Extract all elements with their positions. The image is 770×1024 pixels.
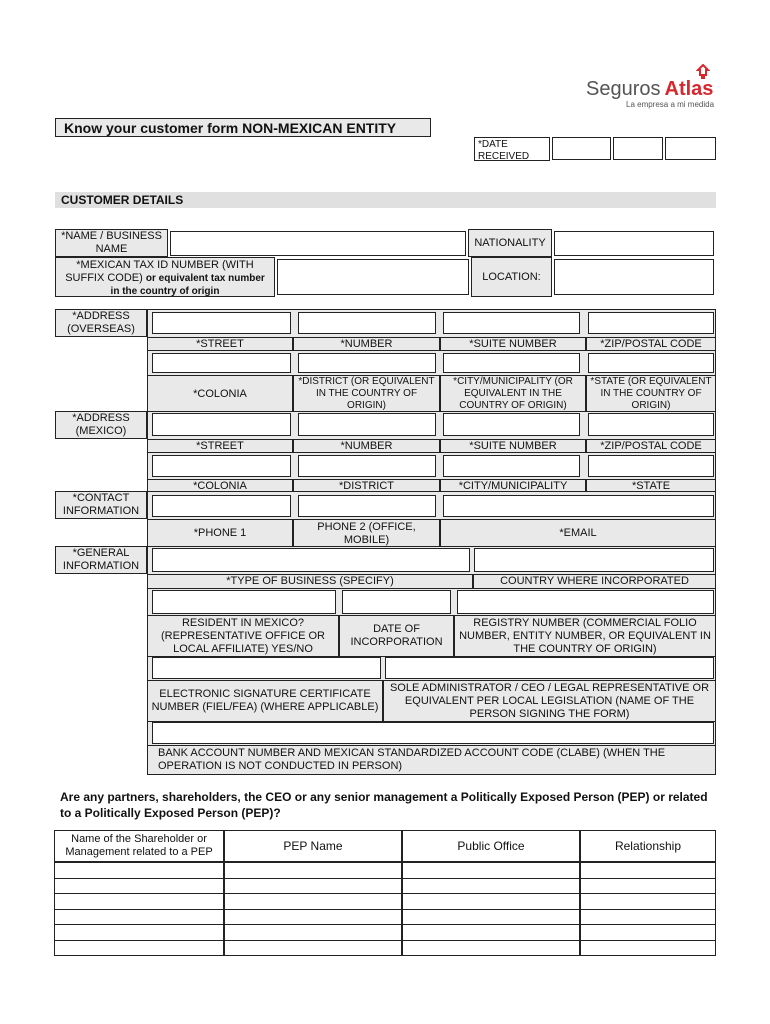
- customer-details-text: CUSTOMER DETAILS: [61, 193, 184, 207]
- date-received-month[interactable]: [613, 137, 663, 160]
- pep-cell-input[interactable]: [402, 940, 580, 957]
- mexico-district-input[interactable]: [298, 455, 436, 477]
- mexico-city-text: *CITY/MUNICIPALITY: [458, 479, 568, 492]
- overseas-colonia-input[interactable]: [152, 353, 291, 373]
- pep-cell-input[interactable]: [402, 909, 580, 926]
- tax-id-line2a: SUFFIX CODE): [65, 272, 143, 284]
- pep-header-shareholder-text: Name of the Shareholder or Management related to a PEP: [65, 833, 213, 858]
- overseas-street-input[interactable]: [152, 312, 291, 334]
- mexico-colonia-input[interactable]: [152, 455, 291, 477]
- pep-cell-input[interactable]: [224, 940, 402, 957]
- tax-id-input[interactable]: [277, 259, 469, 295]
- form-title: [55, 118, 431, 137]
- overseas-district-text: *DISTRICT (OR EQUIVALENT IN THE COUNTRY OF ORIGIN): [298, 376, 435, 411]
- sole-administrator-input[interactable]: [385, 657, 714, 679]
- mexico-number-input[interactable]: [298, 413, 436, 436]
- phone2-label: [293, 519, 440, 548]
- overseas-suite-label: [440, 337, 586, 351]
- brand-tagline: La empresa a mi medida: [626, 100, 715, 109]
- mexico-zip-input[interactable]: [588, 413, 714, 436]
- overseas-district-label: [293, 375, 440, 413]
- mexico-suite-text: *SUITE NUMBER: [469, 439, 557, 452]
- phone2-text: PHONE 2 (OFFICE, MOBILE): [317, 520, 416, 546]
- pep-header-shareholder: [54, 830, 224, 862]
- overseas-zip-input[interactable]: [588, 312, 714, 334]
- electronic-signature-text: ELECTRONIC SIGNATURE CERTIFICATE NUMBER (FIEL/FEA) (WHERE APPLICABLE): [151, 688, 379, 713]
- phone1-label: [147, 519, 293, 548]
- pep-cell-input[interactable]: [54, 924, 224, 941]
- mexico-district-text: *DISTRICT: [339, 479, 394, 492]
- location-input[interactable]: [554, 259, 714, 295]
- contact-info-label: [55, 491, 147, 519]
- pep-cell-input[interactable]: [580, 909, 716, 926]
- pep-header-relationship-text: Relationship: [614, 838, 682, 853]
- mexico-city-input[interactable]: [443, 455, 580, 477]
- pep-cell-input[interactable]: [224, 878, 402, 895]
- pep-table: [54, 830, 716, 955]
- sole-administrator-text: SOLE ADMINISTRATOR / CEO / LEGAL REPRESENTATIVE OR EQUIVALENT PER LOCAL LEGISLATION (NAME OF THE PERSON SIGNING THE FORM): [389, 681, 710, 720]
- bank-account-input[interactable]: [152, 722, 714, 744]
- mexico-colonia-text: *COLONIA: [193, 479, 247, 492]
- mexico-street-text: *STREET: [196, 439, 244, 452]
- pep-question: [60, 789, 710, 821]
- pep-cell-input[interactable]: [580, 878, 716, 895]
- mexico-number-text: *NUMBER: [340, 439, 393, 452]
- pep-cell-input[interactable]: [224, 909, 402, 926]
- tax-id-line2b: or equivalent tax number: [145, 273, 265, 284]
- pep-header-public-office-text: Public Office: [457, 838, 525, 853]
- pep-cell-input[interactable]: [580, 924, 716, 941]
- date-received-text: *DATE RECEIVED: [478, 139, 530, 162]
- country-incorporated-input[interactable]: [474, 548, 714, 572]
- nationality-label: [468, 229, 552, 257]
- address-mexico-label: [55, 411, 147, 439]
- pep-cell-input[interactable]: [224, 893, 402, 910]
- mexico-state-text: *STATE: [631, 479, 671, 492]
- date-received-day[interactable]: [552, 137, 611, 160]
- sole-administrator-label: [383, 680, 716, 722]
- phone1-text: *PHONE 1: [193, 527, 247, 539]
- country-incorporated-text: COUNTRY WHERE INCORPORATED: [500, 575, 689, 587]
- brand-bold: Atlas: [664, 78, 714, 100]
- mexico-zip-label: [586, 439, 716, 453]
- pep-cell-input[interactable]: [224, 924, 402, 941]
- pep-cell-input[interactable]: [54, 909, 224, 926]
- pep-cell-input[interactable]: [402, 924, 580, 941]
- pep-header-pep-name-text: PEP Name: [283, 838, 343, 853]
- nationality-input[interactable]: [554, 231, 714, 256]
- mexico-zip-text: *ZIP/POSTAL CODE: [600, 439, 702, 452]
- pep-header-pep-name: [224, 830, 402, 862]
- overseas-state-text: *STATE (OR EQUIVALENT IN THE COUNTRY OF ORIGIN): [590, 376, 712, 411]
- tax-id-line3: in the country of origin: [110, 286, 220, 297]
- pep-header-public-office: [402, 830, 580, 862]
- location-label: [471, 257, 552, 297]
- resident-in-mexico-text: RESIDENT IN MEXICO? (REPRESENTATIVE OFFICE OR LOCAL AFFILIATE) YES/NO: [161, 616, 325, 655]
- resident-in-mexico-label: [147, 615, 339, 657]
- mexico-state-input[interactable]: [588, 455, 714, 477]
- pep-cell-input[interactable]: [54, 893, 224, 910]
- overseas-street-label: [147, 337, 293, 351]
- overseas-number-text: *NUMBER: [340, 337, 393, 350]
- address-mexico-text: *ADDRESS (MEXICO): [72, 412, 130, 437]
- bank-account-label: [147, 745, 716, 775]
- location-text: LOCATION:: [482, 270, 541, 283]
- mexico-suite-label: [440, 439, 586, 453]
- email-label: [440, 519, 716, 548]
- contact-info-text: *CONTACT INFORMATION: [62, 492, 140, 517]
- name-input[interactable]: [170, 231, 466, 256]
- logo: [586, 64, 716, 110]
- pep-cell-input[interactable]: [580, 862, 716, 879]
- overseas-zip-text: *ZIP/POSTAL CODE: [600, 337, 702, 350]
- address-overseas-text: *ADDRESS (OVERSEAS): [67, 310, 135, 335]
- email-text: *EMAIL: [559, 527, 597, 539]
- overseas-city-input[interactable]: [443, 353, 580, 373]
- name-label-text: *NAME / BUSINESS NAME: [61, 230, 162, 255]
- mexico-street-label: [147, 439, 293, 453]
- overseas-city-label: [440, 375, 586, 413]
- overseas-state-input[interactable]: [588, 353, 714, 373]
- date-received-label: [474, 137, 550, 161]
- tax-id-label: [55, 257, 275, 297]
- overseas-colonia-label: [147, 375, 293, 413]
- pep-cell-input[interactable]: [402, 878, 580, 895]
- phone1-input[interactable]: [152, 495, 291, 517]
- overseas-district-input[interactable]: [298, 353, 436, 373]
- pep-cell-input[interactable]: [402, 893, 580, 910]
- email-input[interactable]: [443, 495, 714, 517]
- registry-number-text: REGISTRY NUMBER (COMMERCIAL FOLIO NUMBER, ENTITY NUMBER, OR EQUIVALENT IN THE COUNTRY OF ORIGIN): [459, 616, 711, 655]
- registry-number-input[interactable]: [457, 590, 714, 614]
- date-of-incorporation-input[interactable]: [342, 590, 451, 614]
- overseas-suite-input[interactable]: [443, 312, 580, 334]
- brand-name: [586, 78, 713, 101]
- pep-cell-input[interactable]: [580, 893, 716, 910]
- phone2-input[interactable]: [298, 495, 436, 517]
- pep-header-relationship: [580, 830, 716, 862]
- pep-cell-input[interactable]: [54, 862, 224, 879]
- overseas-street-text: *STREET: [196, 337, 244, 350]
- date-received-year[interactable]: [665, 137, 716, 160]
- pep-question-text: Are any partners, shareholders, the CEO or any senior management a Politically Exposed Person (PEP) or related to a Politically Exposed Person (PEP)?: [60, 790, 708, 820]
- bank-account-text: BANK ACCOUNT NUMBER AND MEXICAN STANDARDIZED ACCOUNT CODE (CLABE) (WHEN THE OPERATION IS NOT CONDUCTED IN PERSON): [158, 747, 666, 772]
- brand-light: Seguros: [586, 78, 661, 100]
- pep-cell-input[interactable]: [54, 940, 224, 957]
- date-of-incorporation-label: [339, 615, 454, 657]
- mexico-suite-input[interactable]: [443, 413, 580, 436]
- electronic-signature-input[interactable]: [152, 657, 381, 679]
- electronic-signature-label: [147, 680, 383, 722]
- general-info-label: [55, 546, 147, 574]
- pep-cell-input[interactable]: [402, 862, 580, 879]
- general-info-text: *GENERAL INFORMATION: [62, 547, 140, 572]
- type-of-business-text: *TYPE OF BUSINESS (SPECIFY): [226, 575, 394, 587]
- pep-cell-input[interactable]: [580, 940, 716, 957]
- pep-cell-input[interactable]: [54, 878, 224, 895]
- tax-id-line1: *MEXICAN TAX ID NUMBER (WITH: [76, 259, 254, 271]
- overseas-number-input[interactable]: [298, 312, 436, 334]
- form-title-text: Know your customer form NON-MEXICAN ENTITY: [64, 120, 397, 136]
- mexico-street-input[interactable]: [152, 413, 291, 436]
- overseas-zip-label: [586, 337, 716, 351]
- name-label: [55, 229, 168, 257]
- overseas-city-text: *CITY/MUNICIPALITY (OR EQUIVALENT IN THE COUNTRY OF ORIGIN): [453, 376, 573, 411]
- overseas-state-label: [586, 375, 716, 413]
- country-incorporated-label: [473, 574, 716, 589]
- pep-cell-input[interactable]: [224, 862, 402, 879]
- resident-in-mexico-input[interactable]: [152, 590, 336, 614]
- mexico-number-label: [293, 439, 440, 453]
- customer-details-header: [55, 192, 716, 208]
- type-of-business-input[interactable]: [152, 548, 470, 572]
- overseas-colonia-text: *COLONIA: [193, 387, 247, 400]
- type-of-business-label: [147, 574, 473, 589]
- address-overseas-label: [55, 309, 147, 337]
- tax-id-line2: [56, 272, 274, 285]
- overseas-number-label: [293, 337, 440, 351]
- date-of-incorporation-text: DATE OF INCORPORATION: [350, 623, 443, 648]
- registry-number-label: [454, 615, 716, 657]
- overseas-suite-text: *SUITE NUMBER: [469, 337, 557, 350]
- nationality-text: NATIONALITY: [474, 236, 546, 249]
